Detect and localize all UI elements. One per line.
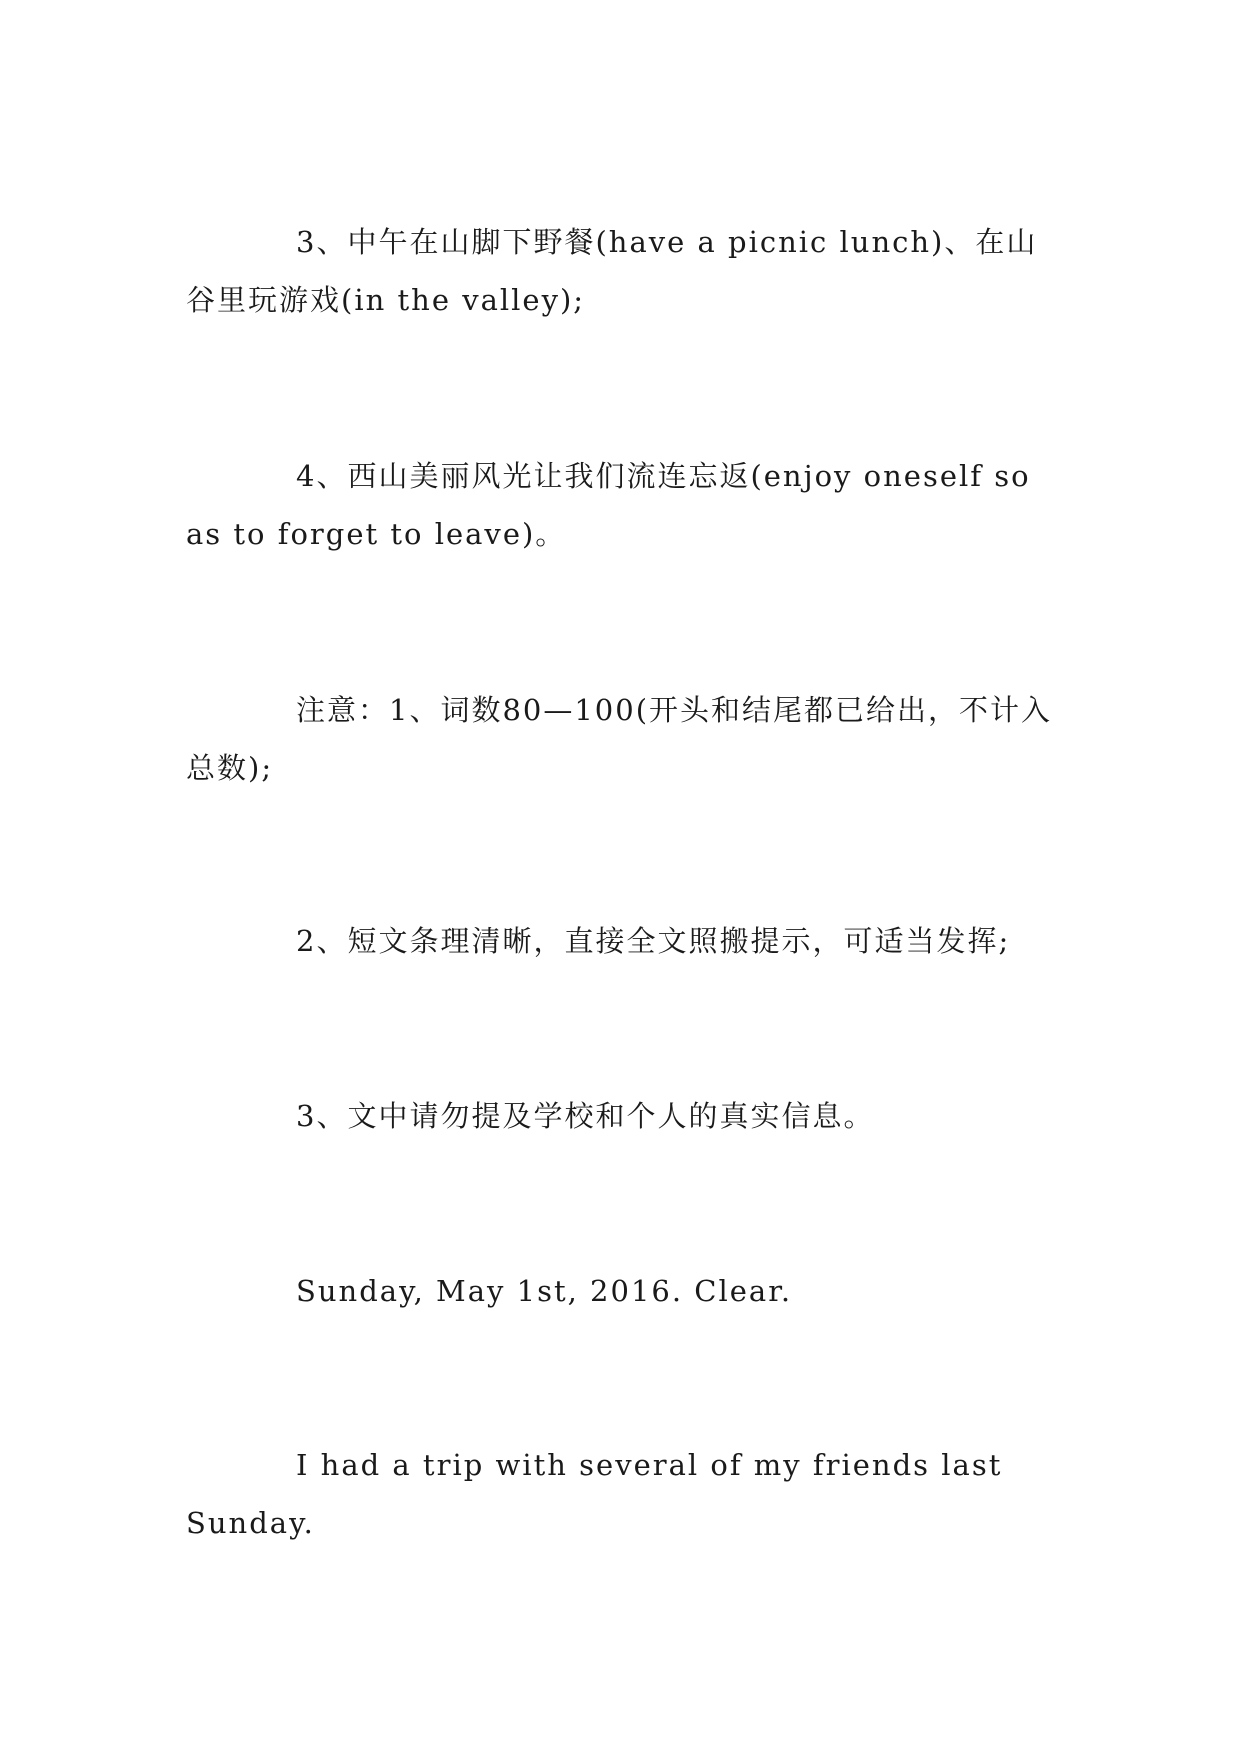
task-point-4-paragraph: 4、西山美丽风光让我们流连忘返(enjoy oneself so as to forget to leave)。 bbox=[186, 459, 1031, 551]
note-1-paragraph: 注意：1、词数80—100(开头和结尾都已给出，不计入总数); bbox=[186, 693, 1053, 785]
diary-opening-sentence: I had a trip with several of my friends last Sunday. bbox=[186, 1448, 1003, 1540]
diary-date-line: Sunday, May 1st, 2016. Clear. bbox=[296, 1274, 793, 1308]
note-2-paragraph: 2、短文条理清晰，直接全文照搬提示，可适当发挥; bbox=[296, 924, 1011, 958]
task-point-3-paragraph: 3、中午在山脚下野餐(have a picnic lunch)、在山谷里玩游戏(in the valley); bbox=[186, 225, 1038, 317]
note-3-paragraph: 3、文中请勿提及学校和个人的真实信息。 bbox=[296, 1099, 875, 1133]
